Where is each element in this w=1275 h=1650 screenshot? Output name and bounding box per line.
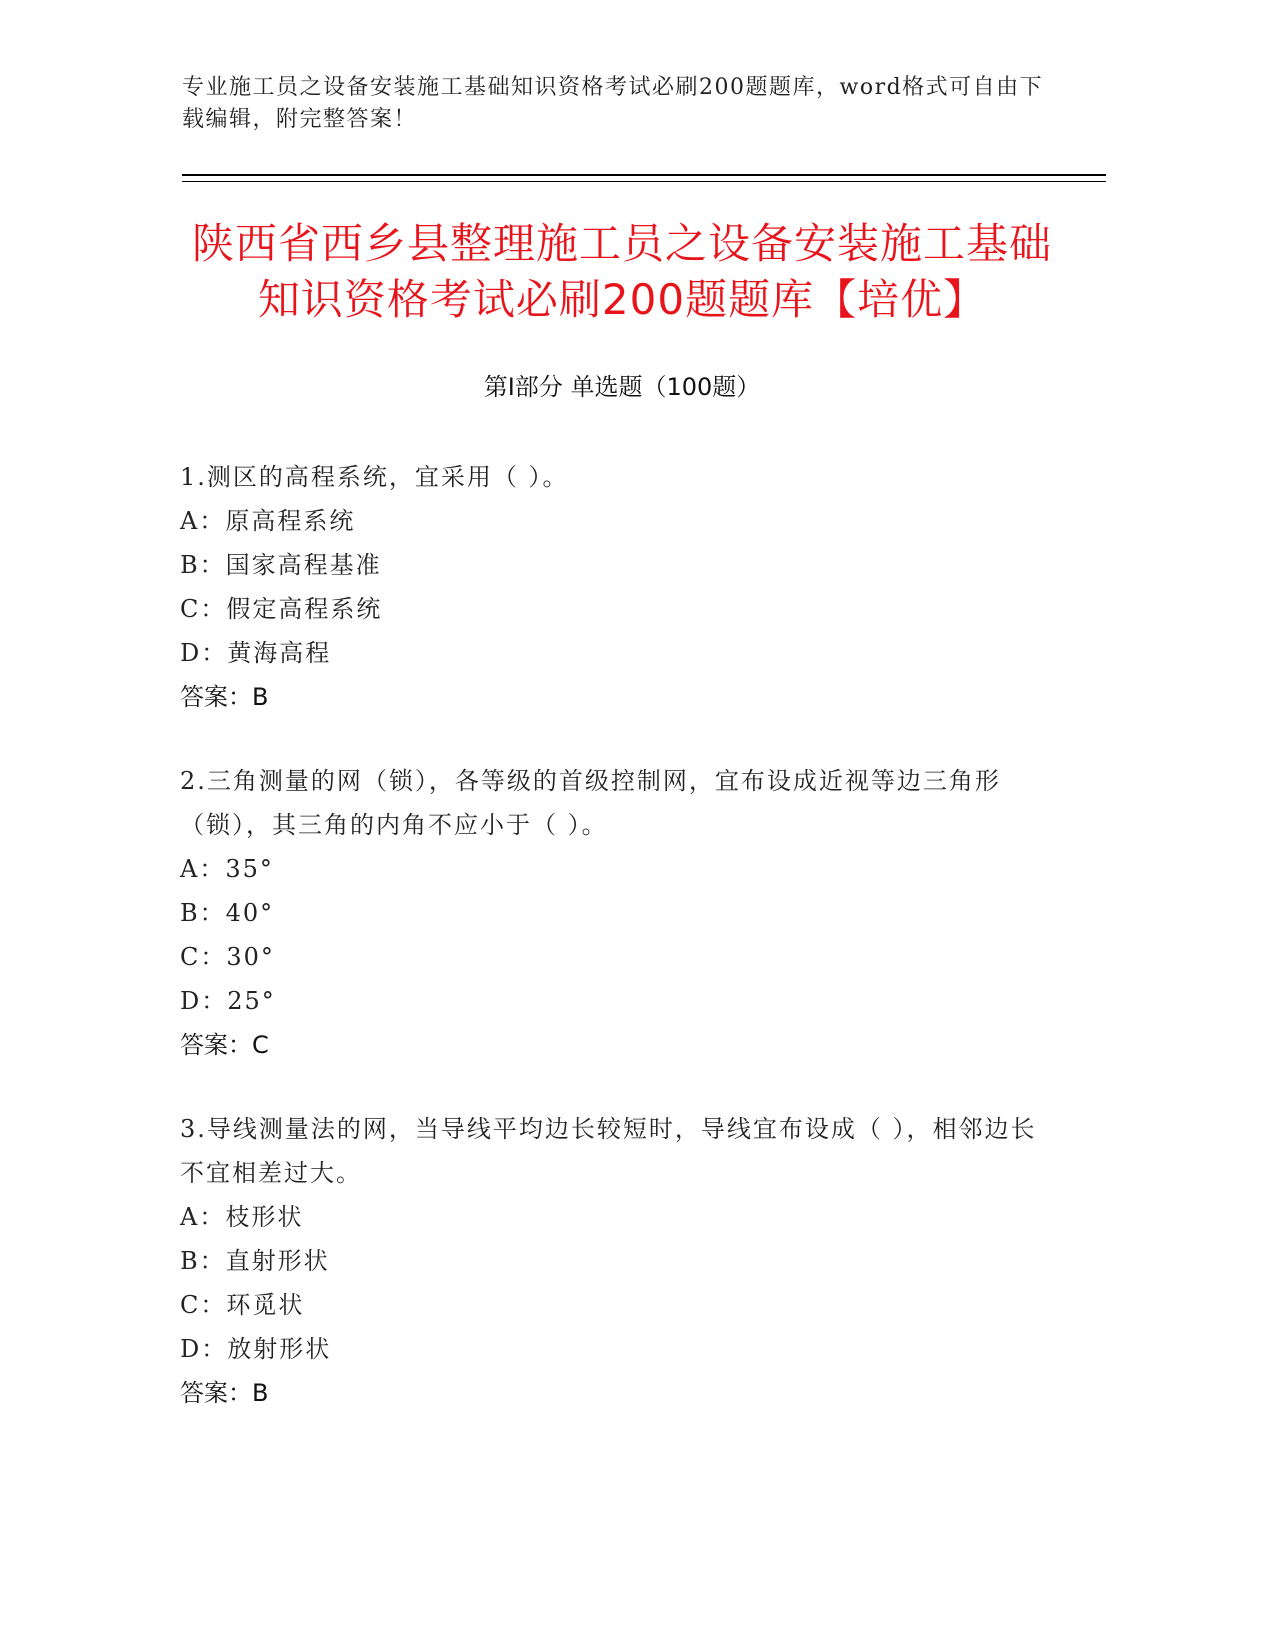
option-c: C：假定高程系统 xyxy=(180,595,383,623)
question-2 xyxy=(180,759,1040,1067)
document-title: 陕西省西乡县整理施工员之设备安装施工基础知识资格考试必刷200题题库【培优】 xyxy=(191,219,1052,324)
answer: 答案：B xyxy=(180,1379,269,1407)
question-stem: 1.测区的高程系统，宜采用（ ）。 xyxy=(180,463,569,491)
question-stem: 2.三角测量的网（锁），各等级的首级控制网，宜布设成近视等边三角形（锁），其三角的内角不应小于（ ）。 xyxy=(180,767,1001,839)
section-heading: 第I部分 单选题（100题） xyxy=(483,373,761,401)
answer: 答案：C xyxy=(180,1031,269,1059)
question-3 xyxy=(180,1107,1040,1415)
option-a: A：枝形状 xyxy=(180,1203,304,1231)
question-stem: 3.导线测量法的网，当导线平均边长较短时，导线宜布设成（ ），相邻边长不宜相差过大。 xyxy=(180,1115,1037,1187)
option-d: D：25° xyxy=(180,987,276,1015)
answer: 答案：B xyxy=(180,683,269,711)
option-a: A：35° xyxy=(180,855,274,883)
option-d: D：放射形状 xyxy=(180,1335,332,1363)
option-d: D：黄海高程 xyxy=(180,639,332,667)
option-b: B：直射形状 xyxy=(180,1247,330,1275)
question-1 xyxy=(180,455,1040,719)
header-rule-thin xyxy=(182,181,1106,182)
option-c: C：30° xyxy=(180,943,275,971)
option-c: C：环觅状 xyxy=(180,1291,305,1319)
option-b: B：40° xyxy=(180,899,275,927)
option-b: B：国家高程基准 xyxy=(180,551,382,579)
header-rule-thick xyxy=(182,174,1106,176)
question-list xyxy=(180,455,1040,1455)
header-note: 专业施工员之设备安装施工基础知识资格考试必刷200题题库，word格式可自由下载编辑，附完整答案！ xyxy=(182,75,1044,132)
option-a: A：原高程系统 xyxy=(180,507,356,535)
